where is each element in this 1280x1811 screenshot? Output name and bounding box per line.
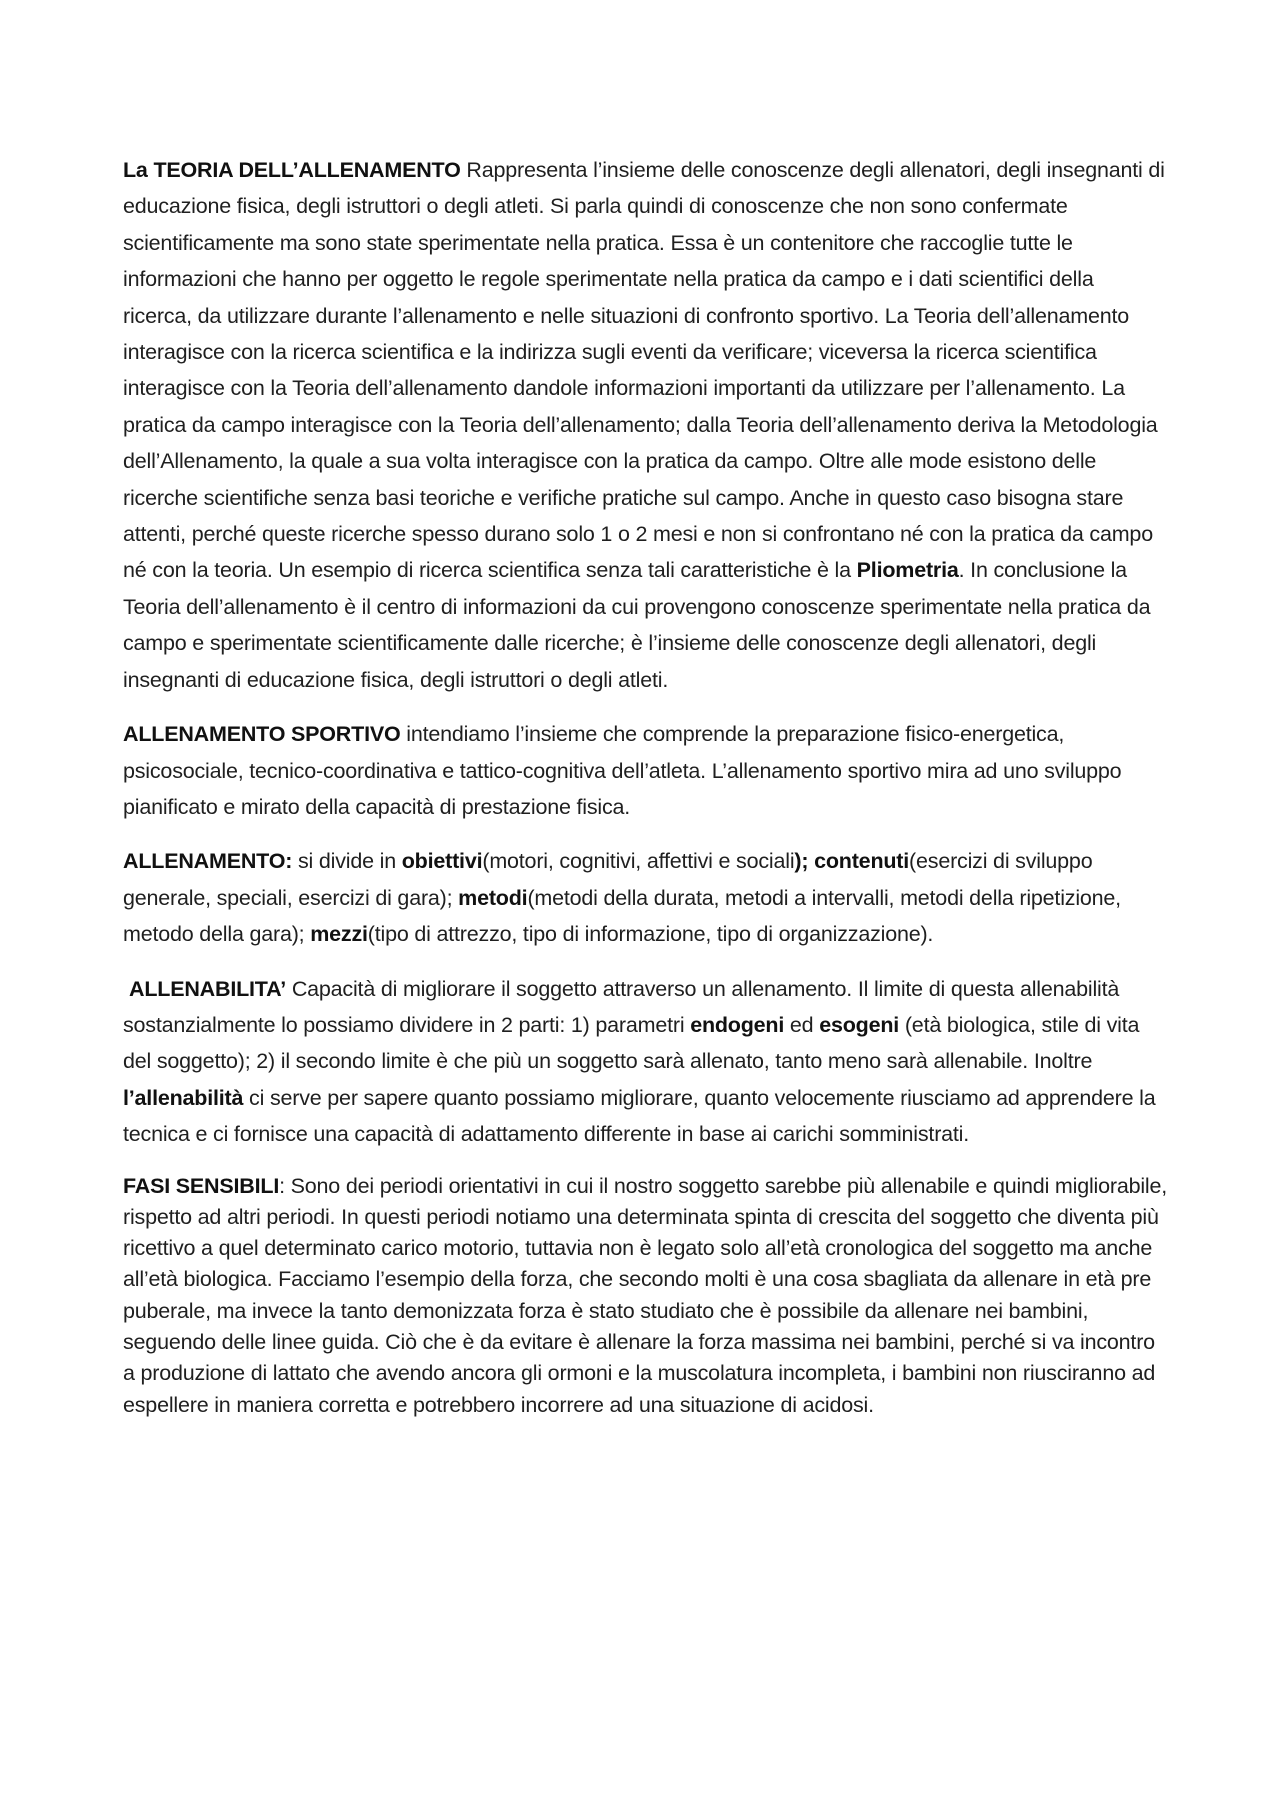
term-allenamento: ALLENAMENTO: [123,849,293,874]
paragraph-text: ci serve per sapere quanto possiamo migliorare, quanto velocemente riusciamo ad apprendere la tecnica e ci fornisce una capacità di adattamento differente in base ai carichi somministrati. [123,1085,1156,1147]
paragraph-text: intendiamo l’insieme che comprende la preparazione fisico-energetica, psicosociale, tecnico-coordinativa e tattico-cognitiva dell’atleta. L’allenamento sportivo mira ad uno sviluppo pianificato e mirato della capacità di prestazione fisica. [123,722,1122,819]
document-body [123,152,1168,1439]
paragraph-text: (età biologica, stile di vita del soggetto); 2) il secondo limite è che più un soggetto sarà allenato, tanto meno sarà allenabile. Inoltre [123,1012,1140,1074]
term-fasi-sensibili: FASI SENSIBILI [123,1173,280,1198]
paragraph-text: (tipo di attrezzo, tipo di informazione, tipo di organizzazione). [367,922,934,947]
paragraph-text: ed [784,1012,820,1037]
paragraph-text: Capacità di migliorare il soggetto attraverso un allenamento. Il limite di questa allenabilità sostanzialmente lo possiamo dividere in 2 parti: 1) parametri [123,976,1120,1037]
paragraph-text: Rappresenta l’insieme delle conoscenze degli allenatori, degli insegnanti di educazione fisica, degli istruttori o degli atleti. Si parla quindi di conoscenze che non sono confermate scientificamente ma sono state sperimentate nella pratica. Essa è un contenitore che raccoglie tutte le informazioni che hanno per oggetto le regole sperimentate nella pratica da campo e i dati scientifici della ricerca, da utilizzare durante l’allenamento e nelle situazioni di confronto sportivo. La Teoria dell’allenamento interagisce con la ricerca scientifica e la indirizza sugli eventi da verificare; viceversa la ricerca scientifica interagisce con la Teoria dell’allenamento dandole informazioni importanti da utilizzare per l’allenamento. La pratica da campo interagisce con la Teoria dell’allenamento; dalla Teoria dell’allenamento deriva la Metodologia dell’Allenamento, la quale a sua volta interagisce con la pratica da campo. Oltre alle mode esistono delle ricerche scientifiche senza basi teoriche e verifiche pratiche sul campo. Anche in questo caso bisogna stare attenti, perché queste ricerche spesso durano solo 1 o 2 mesi e non si confrontano né con la pratica da campo né con la teoria. Un esempio di ricerca scientifica senza tali caratteristiche è la [123,158,1165,583]
paragraph-text: si divide in [292,849,402,874]
term-pliometria: Pliometria [856,558,959,583]
term-contenuti: ); contenuti [794,849,910,874]
term-obiettivi: obiettivi [401,849,483,874]
term-l-allenabilita: l’allenabilità [123,1085,244,1110]
paragraph-fasi-sensibili [123,1171,1168,1421]
term-mezzi: mezzi [310,922,368,947]
term-metodi: metodi [458,885,528,910]
term-endogeni: endogeni [690,1012,785,1037]
term-esogeni: esogeni [819,1012,900,1037]
term-allenamento-sportivo: ALLENAMENTO SPORTIVO [123,722,401,747]
paragraph-teoria-allenamento [123,152,1168,698]
term-teoria-allenamento: La TEORIA DELL’ALLENAMENTO [123,158,461,182]
paragraph-allenamento [123,843,1168,952]
paragraph-text: (esercizi di sviluppo generale, speciali, esercizi di gara); [123,849,1093,910]
term-allenabilita: ALLENABILITA’ [129,976,287,1001]
paragraph-allenabilita [123,971,1168,1153]
paragraph-text: (metodi della durata, metodi a intervalli, metodi della ripetizione, metodo della gara); [123,885,1121,947]
paragraph-allenamento-sportivo [123,716,1168,825]
paragraph-text: . In conclusione la Teoria dell’allenamento è il centro di informazioni da cui provengono conoscenze sperimentate nella pratica da campo e sperimentate scientificamente dalle ricerche; è l’insieme delle conoscenze degli allenatori, degli insegnanti di educazione fisica, degli istruttori o degli atleti. [123,558,1151,692]
paragraph-text: (motori, cognitivi, affettivi e sociali [482,849,795,874]
paragraph-text: : Sono dei periodi orientativi in cui il nostro soggetto sarebbe più allenabile e quindi migliorabile, rispetto ad altri periodi. In questi periodi notiamo una determinata spinta di crescita del soggetto che diventa più ricettivo a quel determinato carico motorio, tuttavia non è legato solo all’età cronologica del soggetto ma anche all’età biologica. Facciamo l’esempio della forza, che secondo molti è una cosa sbagliata da allenare in età pre puberale, ma invece la tanto demonizzata forza è stato studiato che è possibile da allenare nei bambini, seguendo delle linee guida. Ciò che è da evitare è allenare la forza massima nei bambini, perché si va incontro a produzione di lattato che avendo ancora gli ormoni e la muscolatura incompleta, i bambini non riusciranno ad espellere in maniera corretta e potrebbero incorrere ad una situazione di acidosi. [123,1173,1168,1417]
